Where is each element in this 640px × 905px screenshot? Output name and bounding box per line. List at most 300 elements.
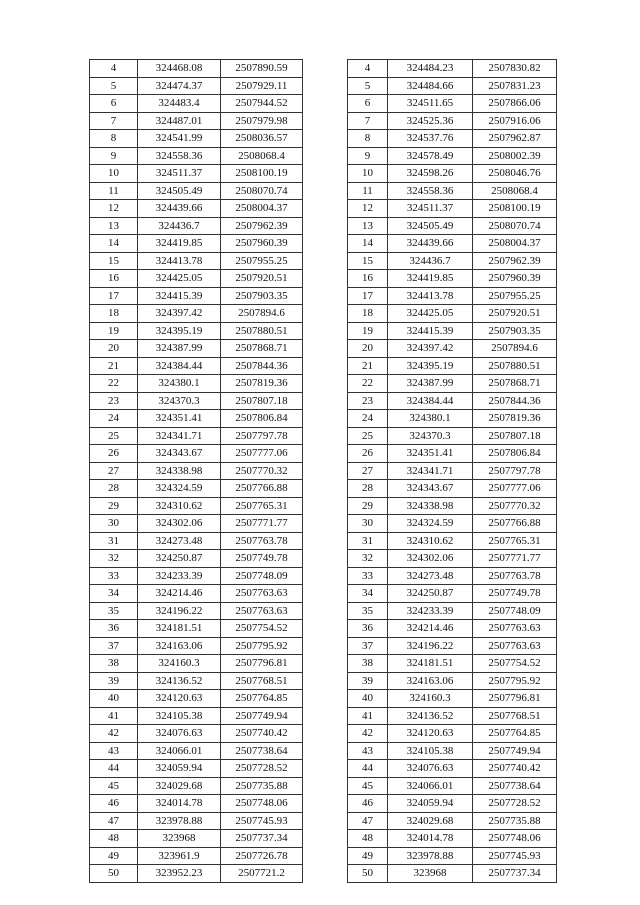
table-row — [348, 147, 557, 165]
x-coordinate-cell: 324163.06 — [388, 672, 473, 690]
y-coordinate-cell: 2508036.57 — [221, 130, 303, 148]
table-row — [348, 725, 557, 743]
x-coordinate-cell: 324250.87 — [388, 585, 473, 603]
y-coordinate-cell: 2507962.39 — [473, 252, 557, 270]
table-row — [90, 515, 303, 533]
table-row — [348, 445, 557, 463]
table-row — [348, 532, 557, 550]
y-coordinate-cell: 2508100.19 — [473, 200, 557, 218]
point-number-cell: 5 — [348, 77, 388, 95]
table-row — [90, 550, 303, 568]
table-row — [90, 480, 303, 498]
x-coordinate-cell: 324120.63 — [388, 725, 473, 743]
table-row — [348, 200, 557, 218]
x-coordinate-cell: 324341.71 — [388, 462, 473, 480]
table-row — [348, 462, 557, 480]
y-coordinate-cell: 2507738.64 — [473, 777, 557, 795]
y-coordinate-cell: 2508002.39 — [473, 147, 557, 165]
point-number-cell: 21 — [90, 357, 138, 375]
x-coordinate-cell: 324419.85 — [138, 235, 221, 253]
point-number-cell: 9 — [348, 147, 388, 165]
point-number-cell: 44 — [90, 760, 138, 778]
table-row — [348, 497, 557, 515]
y-coordinate-cell: 2507740.42 — [221, 725, 303, 743]
point-number-cell: 48 — [90, 830, 138, 848]
x-coordinate-cell: 324598.26 — [388, 165, 473, 183]
x-coordinate-cell: 324439.66 — [388, 235, 473, 253]
y-coordinate-cell: 2507806.84 — [221, 410, 303, 428]
table-row — [348, 672, 557, 690]
table-row — [90, 95, 303, 113]
y-coordinate-cell: 2508100.19 — [221, 165, 303, 183]
x-coordinate-cell: 324343.67 — [138, 445, 221, 463]
x-coordinate-cell: 324341.71 — [138, 427, 221, 445]
y-coordinate-cell: 2507749.78 — [473, 585, 557, 603]
point-number-cell: 8 — [348, 130, 388, 148]
x-coordinate-cell: 324419.85 — [388, 270, 473, 288]
y-coordinate-cell: 2507749.94 — [221, 707, 303, 725]
point-number-cell: 34 — [348, 585, 388, 603]
table-row — [90, 865, 303, 883]
x-coordinate-cell: 324196.22 — [138, 602, 221, 620]
point-number-cell: 10 — [348, 165, 388, 183]
table-row — [90, 760, 303, 778]
point-number-cell: 35 — [90, 602, 138, 620]
y-coordinate-cell: 2507796.81 — [473, 690, 557, 708]
table-body — [348, 60, 557, 883]
x-coordinate-cell: 324483.4 — [138, 95, 221, 113]
table-row — [90, 165, 303, 183]
point-number-cell: 6 — [348, 95, 388, 113]
x-coordinate-cell: 324160.3 — [388, 690, 473, 708]
x-coordinate-cell: 323978.88 — [138, 812, 221, 830]
x-coordinate-cell: 324425.05 — [138, 270, 221, 288]
x-coordinate-cell: 324537.76 — [388, 130, 473, 148]
x-coordinate-cell: 324233.39 — [138, 567, 221, 585]
point-number-cell: 15 — [90, 252, 138, 270]
table-row — [348, 130, 557, 148]
x-coordinate-cell: 324380.1 — [138, 375, 221, 393]
table-row — [348, 865, 557, 883]
table-row — [348, 95, 557, 113]
x-coordinate-cell: 324351.41 — [138, 410, 221, 428]
x-coordinate-cell: 324250.87 — [138, 550, 221, 568]
table-row — [90, 655, 303, 673]
y-coordinate-cell: 2507728.52 — [473, 795, 557, 813]
point-number-cell: 38 — [90, 655, 138, 673]
point-number-cell: 40 — [90, 690, 138, 708]
point-number-cell: 7 — [90, 112, 138, 130]
point-number-cell: 47 — [348, 812, 388, 830]
point-number-cell: 48 — [348, 830, 388, 848]
y-coordinate-cell: 2507979.98 — [221, 112, 303, 130]
x-coordinate-cell: 324387.99 — [138, 340, 221, 358]
x-coordinate-cell: 324387.99 — [388, 375, 473, 393]
point-number-cell: 30 — [348, 515, 388, 533]
x-coordinate-cell: 324578.49 — [388, 147, 473, 165]
x-coordinate-cell: 324014.78 — [138, 795, 221, 813]
y-coordinate-cell: 2507944.52 — [221, 95, 303, 113]
point-number-cell: 24 — [90, 410, 138, 428]
x-coordinate-cell: 324384.44 — [388, 392, 473, 410]
table-row — [348, 795, 557, 813]
point-number-cell: 32 — [90, 550, 138, 568]
point-number-cell: 6 — [90, 95, 138, 113]
x-coordinate-cell: 324484.23 — [388, 60, 473, 78]
point-number-cell: 41 — [348, 707, 388, 725]
y-coordinate-cell: 2507795.92 — [221, 637, 303, 655]
table-row — [348, 707, 557, 725]
x-coordinate-cell: 324029.68 — [388, 812, 473, 830]
table-row — [348, 480, 557, 498]
table-row — [348, 287, 557, 305]
coordinate-table-left — [89, 59, 303, 883]
table-row — [348, 602, 557, 620]
y-coordinate-cell: 2507807.18 — [473, 427, 557, 445]
x-coordinate-cell: 323952.23 — [138, 865, 221, 883]
x-coordinate-cell: 324558.36 — [388, 182, 473, 200]
table-row — [348, 655, 557, 673]
point-number-cell: 47 — [90, 812, 138, 830]
table-row — [90, 112, 303, 130]
table-row — [348, 550, 557, 568]
table-row — [90, 60, 303, 78]
table-row — [348, 585, 557, 603]
y-coordinate-cell: 2507868.71 — [473, 375, 557, 393]
x-coordinate-cell: 324066.01 — [138, 742, 221, 760]
y-coordinate-cell: 2507770.32 — [473, 497, 557, 515]
table-row — [348, 270, 557, 288]
table-row — [90, 445, 303, 463]
point-number-cell: 34 — [90, 585, 138, 603]
y-coordinate-cell: 2507754.52 — [473, 655, 557, 673]
x-coordinate-cell: 323968 — [388, 865, 473, 883]
point-number-cell: 37 — [348, 637, 388, 655]
x-coordinate-cell: 324105.38 — [388, 742, 473, 760]
y-coordinate-cell: 2508070.74 — [473, 217, 557, 235]
point-number-cell: 46 — [348, 795, 388, 813]
table-row — [90, 602, 303, 620]
x-coordinate-cell: 323978.88 — [388, 847, 473, 865]
x-coordinate-cell: 324511.37 — [138, 165, 221, 183]
point-number-cell: 37 — [90, 637, 138, 655]
table-row — [348, 427, 557, 445]
point-number-cell: 16 — [90, 270, 138, 288]
table-row — [90, 270, 303, 288]
y-coordinate-cell: 2507770.32 — [221, 462, 303, 480]
x-coordinate-cell: 324302.06 — [388, 550, 473, 568]
x-coordinate-cell: 324105.38 — [138, 707, 221, 725]
x-coordinate-cell: 324395.19 — [388, 357, 473, 375]
y-coordinate-cell: 2507920.51 — [473, 305, 557, 323]
table-row — [348, 322, 557, 340]
table-row — [348, 77, 557, 95]
table-row — [90, 777, 303, 795]
table-row — [90, 742, 303, 760]
point-number-cell: 11 — [90, 182, 138, 200]
y-coordinate-cell: 2507916.06 — [473, 112, 557, 130]
table-row — [348, 392, 557, 410]
x-coordinate-cell: 324181.51 — [138, 620, 221, 638]
y-coordinate-cell: 2507797.78 — [473, 462, 557, 480]
table-row — [348, 830, 557, 848]
y-coordinate-cell: 2507740.42 — [473, 760, 557, 778]
point-number-cell: 11 — [348, 182, 388, 200]
y-coordinate-cell: 2507844.36 — [221, 357, 303, 375]
point-number-cell: 45 — [90, 777, 138, 795]
x-coordinate-cell: 324511.37 — [388, 200, 473, 218]
x-coordinate-cell: 324310.62 — [388, 532, 473, 550]
x-coordinate-cell: 324059.94 — [388, 795, 473, 813]
y-coordinate-cell: 2507819.36 — [221, 375, 303, 393]
x-coordinate-cell: 324370.3 — [388, 427, 473, 445]
point-number-cell: 4 — [348, 60, 388, 78]
y-coordinate-cell: 2508004.37 — [473, 235, 557, 253]
y-coordinate-cell: 2507765.31 — [473, 532, 557, 550]
y-coordinate-cell: 2507745.93 — [473, 847, 557, 865]
x-coordinate-cell: 324415.39 — [138, 287, 221, 305]
table-row — [90, 497, 303, 515]
x-coordinate-cell: 324397.42 — [138, 305, 221, 323]
y-coordinate-cell: 2507960.39 — [473, 270, 557, 288]
point-number-cell: 36 — [90, 620, 138, 638]
x-coordinate-cell: 324324.59 — [138, 480, 221, 498]
y-coordinate-cell: 2507903.35 — [473, 322, 557, 340]
table-row — [90, 252, 303, 270]
point-number-cell: 27 — [348, 462, 388, 480]
table-row — [90, 830, 303, 848]
y-coordinate-cell: 2507749.94 — [473, 742, 557, 760]
y-coordinate-cell: 2508068.4 — [221, 147, 303, 165]
x-coordinate-cell: 324484.66 — [388, 77, 473, 95]
point-number-cell: 39 — [90, 672, 138, 690]
y-coordinate-cell: 2507880.51 — [221, 322, 303, 340]
table-row — [90, 672, 303, 690]
y-coordinate-cell: 2507806.84 — [473, 445, 557, 463]
table-row — [348, 410, 557, 428]
x-coordinate-cell: 324302.06 — [138, 515, 221, 533]
x-coordinate-cell: 323961.9 — [138, 847, 221, 865]
point-number-cell: 19 — [348, 322, 388, 340]
table-row — [90, 620, 303, 638]
table-row — [348, 60, 557, 78]
coordinate-table-right — [347, 59, 557, 883]
table-row — [90, 305, 303, 323]
table-row — [90, 690, 303, 708]
table-row — [90, 182, 303, 200]
point-number-cell: 14 — [90, 235, 138, 253]
table-row — [90, 462, 303, 480]
x-coordinate-cell: 324014.78 — [388, 830, 473, 848]
x-coordinate-cell: 324413.78 — [388, 287, 473, 305]
point-number-cell: 29 — [348, 497, 388, 515]
point-number-cell: 8 — [90, 130, 138, 148]
y-coordinate-cell: 2507903.35 — [221, 287, 303, 305]
x-coordinate-cell: 324076.63 — [388, 760, 473, 778]
y-coordinate-cell: 2507763.78 — [473, 567, 557, 585]
y-coordinate-cell: 2507754.52 — [221, 620, 303, 638]
x-coordinate-cell: 324338.98 — [388, 497, 473, 515]
y-coordinate-cell: 2507735.88 — [473, 812, 557, 830]
point-number-cell: 5 — [90, 77, 138, 95]
table-row — [348, 777, 557, 795]
point-number-cell: 4 — [90, 60, 138, 78]
y-coordinate-cell: 2507807.18 — [221, 392, 303, 410]
point-number-cell: 20 — [90, 340, 138, 358]
point-number-cell: 20 — [348, 340, 388, 358]
x-coordinate-cell: 324439.66 — [138, 200, 221, 218]
x-coordinate-cell: 324273.48 — [138, 532, 221, 550]
y-coordinate-cell: 2507962.39 — [221, 217, 303, 235]
x-coordinate-cell: 324160.3 — [138, 655, 221, 673]
y-coordinate-cell: 2507749.78 — [221, 550, 303, 568]
point-number-cell: 41 — [90, 707, 138, 725]
point-number-cell: 27 — [90, 462, 138, 480]
x-coordinate-cell: 324076.63 — [138, 725, 221, 743]
x-coordinate-cell: 324415.39 — [388, 322, 473, 340]
table-row — [348, 515, 557, 533]
point-number-cell: 26 — [90, 445, 138, 463]
point-number-cell: 19 — [90, 322, 138, 340]
point-number-cell: 25 — [348, 427, 388, 445]
y-coordinate-cell: 2507764.85 — [473, 725, 557, 743]
table-row — [90, 585, 303, 603]
y-coordinate-cell: 2507738.64 — [221, 742, 303, 760]
x-coordinate-cell: 324370.3 — [138, 392, 221, 410]
table-row — [348, 847, 557, 865]
x-coordinate-cell: 324059.94 — [138, 760, 221, 778]
point-number-cell: 14 — [348, 235, 388, 253]
y-coordinate-cell: 2507737.34 — [473, 865, 557, 883]
table-row — [90, 77, 303, 95]
x-coordinate-cell: 324541.99 — [138, 130, 221, 148]
point-number-cell: 40 — [348, 690, 388, 708]
point-number-cell: 42 — [90, 725, 138, 743]
y-coordinate-cell: 2507768.51 — [221, 672, 303, 690]
y-coordinate-cell: 2507868.71 — [221, 340, 303, 358]
y-coordinate-cell: 2507768.51 — [473, 707, 557, 725]
point-number-cell: 12 — [348, 200, 388, 218]
table-row — [348, 357, 557, 375]
y-coordinate-cell: 2507955.25 — [473, 287, 557, 305]
table-row — [90, 812, 303, 830]
y-coordinate-cell: 2507745.93 — [221, 812, 303, 830]
y-coordinate-cell: 2507771.77 — [221, 515, 303, 533]
y-coordinate-cell: 2507763.63 — [473, 637, 557, 655]
y-coordinate-cell: 2507763.78 — [221, 532, 303, 550]
point-number-cell: 43 — [90, 742, 138, 760]
point-number-cell: 22 — [90, 375, 138, 393]
point-number-cell: 33 — [90, 567, 138, 585]
y-coordinate-cell: 2507764.85 — [221, 690, 303, 708]
point-number-cell: 25 — [90, 427, 138, 445]
x-coordinate-cell: 324310.62 — [138, 497, 221, 515]
point-number-cell: 17 — [348, 287, 388, 305]
table-row — [90, 147, 303, 165]
x-coordinate-cell: 324233.39 — [388, 602, 473, 620]
point-number-cell: 44 — [348, 760, 388, 778]
point-number-cell: 33 — [348, 567, 388, 585]
x-coordinate-cell: 324120.63 — [138, 690, 221, 708]
y-coordinate-cell: 2507890.59 — [221, 60, 303, 78]
table-row — [348, 217, 557, 235]
y-coordinate-cell: 2507819.36 — [473, 410, 557, 428]
point-number-cell: 31 — [90, 532, 138, 550]
x-coordinate-cell: 324066.01 — [388, 777, 473, 795]
y-coordinate-cell: 2507748.06 — [473, 830, 557, 848]
x-coordinate-cell: 324136.52 — [388, 707, 473, 725]
point-number-cell: 31 — [348, 532, 388, 550]
point-number-cell: 30 — [90, 515, 138, 533]
table-row — [90, 847, 303, 865]
table-row — [90, 130, 303, 148]
x-coordinate-cell: 324384.44 — [138, 357, 221, 375]
y-coordinate-cell: 2507920.51 — [221, 270, 303, 288]
x-coordinate-cell: 324029.68 — [138, 777, 221, 795]
y-coordinate-cell: 2507771.77 — [473, 550, 557, 568]
table-row — [348, 812, 557, 830]
point-number-cell: 46 — [90, 795, 138, 813]
point-number-cell: 49 — [90, 847, 138, 865]
point-number-cell: 7 — [348, 112, 388, 130]
table-row — [90, 532, 303, 550]
point-number-cell: 43 — [348, 742, 388, 760]
table-row — [90, 375, 303, 393]
point-number-cell: 42 — [348, 725, 388, 743]
y-coordinate-cell: 2507831.23 — [473, 77, 557, 95]
point-number-cell: 17 — [90, 287, 138, 305]
x-coordinate-cell: 324436.7 — [388, 252, 473, 270]
x-coordinate-cell: 324474.37 — [138, 77, 221, 95]
table-row — [90, 217, 303, 235]
table-row — [348, 620, 557, 638]
table-row — [348, 375, 557, 393]
table-row — [90, 410, 303, 428]
point-number-cell: 13 — [348, 217, 388, 235]
y-coordinate-cell: 2507735.88 — [221, 777, 303, 795]
point-number-cell: 21 — [348, 357, 388, 375]
point-number-cell: 10 — [90, 165, 138, 183]
y-coordinate-cell: 2507830.82 — [473, 60, 557, 78]
point-number-cell: 28 — [90, 480, 138, 498]
y-coordinate-cell: 2507955.25 — [221, 252, 303, 270]
table-row — [90, 340, 303, 358]
y-coordinate-cell: 2507796.81 — [221, 655, 303, 673]
point-number-cell: 18 — [348, 305, 388, 323]
x-coordinate-cell: 324136.52 — [138, 672, 221, 690]
point-number-cell: 28 — [348, 480, 388, 498]
table-body — [90, 60, 303, 883]
table-row — [90, 707, 303, 725]
y-coordinate-cell: 2507797.78 — [221, 427, 303, 445]
point-number-cell: 16 — [348, 270, 388, 288]
point-number-cell: 50 — [348, 865, 388, 883]
y-coordinate-cell: 2508004.37 — [221, 200, 303, 218]
table-row — [90, 200, 303, 218]
x-coordinate-cell: 324511.65 — [388, 95, 473, 113]
point-number-cell: 13 — [90, 217, 138, 235]
y-coordinate-cell: 2507962.87 — [473, 130, 557, 148]
table-row — [90, 637, 303, 655]
point-number-cell: 18 — [90, 305, 138, 323]
x-coordinate-cell: 324273.48 — [388, 567, 473, 585]
y-coordinate-cell: 2507748.09 — [473, 602, 557, 620]
table-row — [348, 567, 557, 585]
table-row — [348, 252, 557, 270]
x-coordinate-cell: 324397.42 — [388, 340, 473, 358]
x-coordinate-cell: 324413.78 — [138, 252, 221, 270]
y-coordinate-cell: 2507880.51 — [473, 357, 557, 375]
